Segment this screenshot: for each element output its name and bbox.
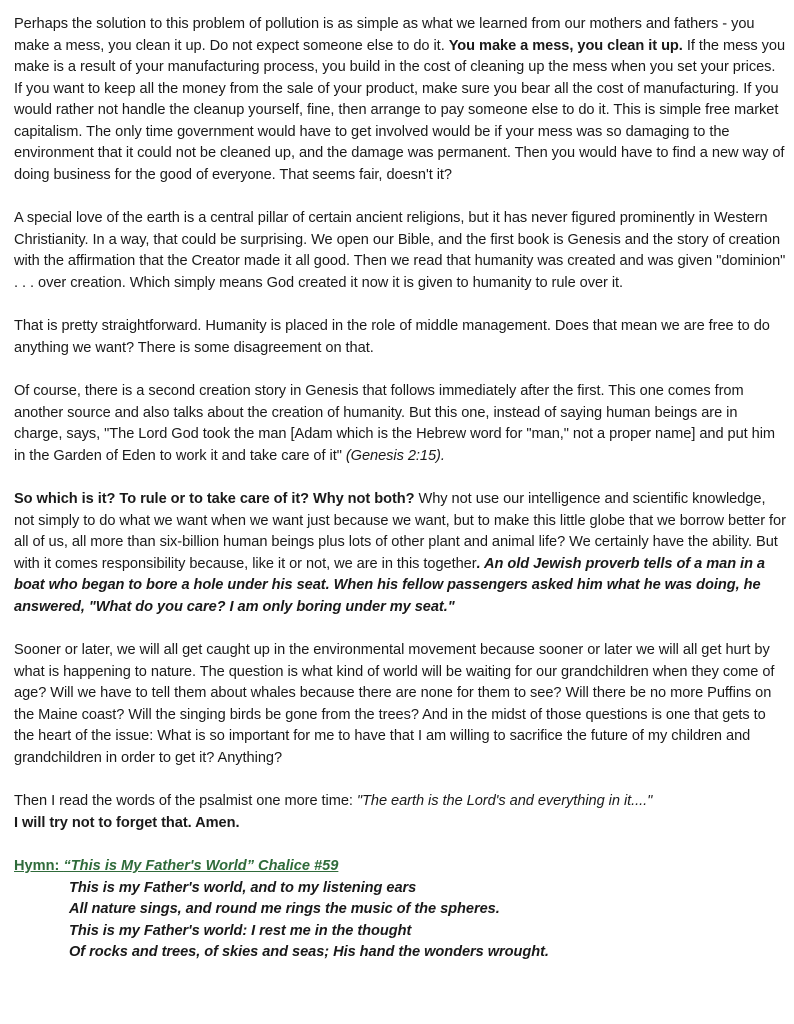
hymn-verse-line: This is my Father's world, and to my listening ears xyxy=(69,879,417,896)
scripture-citation: (Genesis 2:15). xyxy=(345,447,445,464)
paragraph-environmental-movement: Sooner or later, we will all get caught up in the environmental movement because sooner or later we will all get hurt by what is happening to nature. The question is what kind of world will be waiting for our grandchildren when they come of age? Will we have to tell them about whales because there are none for them to see? Will there be no more Puffins on the Maine coast? Will the singing birds be gone from the trees? And in the midst of those questions is one that gets to the heart of the issue: What is so important for me to have that I am willing to sacrifice the future of my children and grandchildren in order to get it? Anything? xyxy=(14,642,775,766)
paragraph-text: Perhaps the solution to this problem of pollution is as simple as what we learned from our mothers and fathers - you make a mess, you clean it up. Do not expect someone else to do it. xyxy=(14,16,755,54)
paragraph-love-of-earth: A special love of the earth is a central pillar of certain ancient religions, but it has never figured prominently in Western Christianity. In a way, that could be surprising. We open our Bible, and the first book is Genesis and the story of creation with the affirmation that the Creator made it all good. Then we read that humanity was created and was given "dominion" . . . over creation. Which simply means God created it now it is given to humanity to rule over it. xyxy=(14,210,786,291)
sermon-page xyxy=(14,0,786,964)
paragraph-middle-management: That is pretty straightforward. Humanity is placed in the role of middle management. Does that mean we are free to do anything we want? There is some disagreement on that. xyxy=(14,318,770,356)
paragraph-text: If the mess you make is a result of your manufacturing process, you build in the cost of cleaning up the mess when you set your prices. If you want to keep all the money from the sale of your product, make sure you bear all the cost of manufacturing. If you would rather not handle the cleanup yourself, fine, then arrange to pay someone else to do it. This is simple free market capitalism. The only time government would have to get involved would be if your mess was so damaging to the environment that it could not be cleaned up, and the damage was permanent. Then you would have to find a new way of doing business for the good of everyone. That seems fair, doesn't it? xyxy=(14,37,786,183)
psalm-quote: "The earth is the Lord's and everything in it...." xyxy=(356,793,653,809)
paragraph-second-creation xyxy=(14,381,786,467)
paragraph-pollution xyxy=(14,14,786,186)
hymn-heading xyxy=(14,856,786,878)
paragraph-psalmist xyxy=(14,791,786,834)
hymn-verse-line: Of rocks and trees, of skies and seas; His hand the wonders wrought. xyxy=(69,944,549,960)
hymn-title: “This is My Father's World” Chalice #59 xyxy=(63,858,339,874)
hymn-verse-line: This is my Father's world: I rest me in the thought xyxy=(69,922,412,939)
paragraph-text: Then I read the words of the psalmist one more time: xyxy=(14,793,357,809)
paragraph-rule-or-care xyxy=(14,489,786,618)
paragraph-text: Of course, there is a second creation story in Genesis that follows immediately after the first. This one comes from another source and also talks about the creation of humanity. But this one, instead of saying human beings are in charge, says, "The Lord God took the man [Adam which is the Hebrew word for "man," not a proper name] and put him in the Garden of Eden to work it and take care of it" xyxy=(14,383,776,464)
hymn-label: Hymn: xyxy=(14,858,64,874)
closing-amen: I will try not to forget that. Amen. xyxy=(14,814,240,831)
proverb-text: . An old Jewish proverb tells of a man in a boat who began to bore a hole under his seat. When his fellow passengers asked him what he was doing, he answered, "What do you care? I am only boring under my seat." xyxy=(14,555,765,615)
paragraph-text: Why not use our intelligence and scientific knowledge, not simply to do what we want when we want just because we want, but to make this little globe that we borrow better for all of us, all more than six-billion human beings plus lots of other plant and animal life? We certainly have the ability. But with it comes responsibility because, like it or not, we are in this together xyxy=(14,491,786,572)
hymn-verse-line: All nature sings, and round me rings the music of the spheres. xyxy=(69,901,500,917)
emphasis-text: So which is it? To rule or to take care of it? Why not both? xyxy=(14,491,415,507)
emphasis-text: You make a mess, you clean it up. xyxy=(448,37,683,54)
